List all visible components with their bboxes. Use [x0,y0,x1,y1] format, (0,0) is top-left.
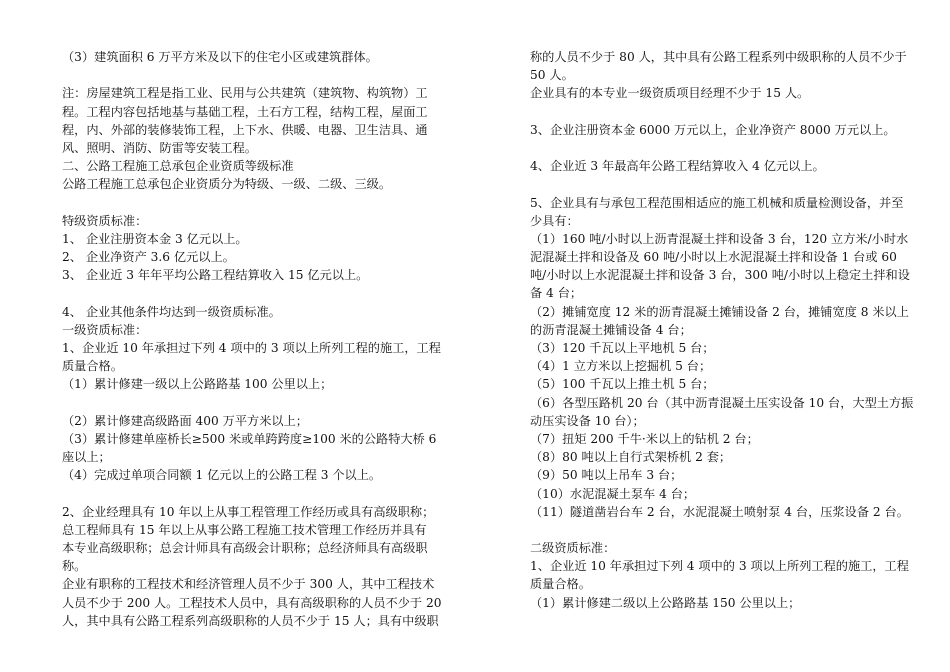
text-line: （6）各型压路机 20 台（其中沥青混凝土压实设备 10 台，大型土方振 [530,395,914,410]
text-line: 1、 企业注册资本金 3 亿元以上。 [62,231,248,246]
text-line: 5、企业具有与承包工程范围相适应的施工机械和质量检测设备，并至 [530,195,904,210]
blank-line [62,66,422,84]
blank-line [530,103,890,121]
blank-line [62,485,422,503]
text-line: （1）累计修建一级以上公路路基 100 公里以上； [62,377,333,392]
text-line: 1、企业近 10 年承担过下列 4 项中的 3 项以上所列工程的施工，工程 [62,341,441,355]
text-line: 公路工程施工总承包企业资质分为特级、一级、二级、三级。 [62,177,392,192]
text-line: 人员不少于 200 人。工程技术人员中，具有高级职称的人员不少于 20 [62,595,442,610]
text-line: 座以上； [62,450,111,465]
text-line: 的沥青混凝土摊铺设备 4 台； [530,322,692,337]
text-line: 称。 [62,559,87,574]
text-line: 总工程师具有 15 年以上从事公路工程施工技术管理工作经历并具有 [62,522,427,537]
text-line: 少具有： [530,213,579,228]
blank-line [530,175,890,193]
blank-line [530,139,890,157]
text-line: （4）完成过单项合同额 1 亿元以上的公路工程 3 个以上。 [62,468,382,483]
text-line: 3、企业注册资本金 6000 万元以上，企业净资产 8000 万元以上。 [530,122,896,137]
text-line: 质量合格。 [530,577,591,592]
text-line: 备 4 台； [530,286,583,301]
text-line: 4、企业近 3 年最高年公路工程结算收入 4 亿元以上。 [530,159,825,174]
text-line: 企业有职称的工程技术和经济管理人员不少于 300 人，其中工程技术 [62,577,435,592]
text-line: 质量合格。 [62,359,123,374]
text-line: 人，其中具有公路工程系列高级职称的人员不少于 15 人；具有中级职 [62,613,439,628]
text-line: （10）水泥混凝土泵车 4 台； [530,486,696,501]
text-line: （8）80 吨以上自行式架桥机 2 套； [530,450,732,465]
text-line: 程，内、外部的装修装饰工程，上下水、供暖、电器、卫生洁具、通 [62,122,428,137]
blank-line [530,521,890,539]
blank-line [62,394,422,412]
text-line: 泥混凝土拌和设备及 60 吨/小时以上水泥混凝土拌和设备 1 台或 60 [530,250,897,265]
text-line: （5）100 千瓦以上推土机 5 台； [530,377,715,392]
text-line: 企业具有的本专业一级资质项目经理不少于 15 人。 [530,86,810,101]
text-line: （3）累计修建单座桥长≥500 米或单跨跨度≥100 米的公路特大桥 6 [62,431,437,446]
text-line: （7）扭矩 200 千牛·米以上的钻机 2 台； [530,431,759,446]
text-line: （1）160 吨/小时以上沥青混凝土拌和设备 3 台，120 立方米/小时水 [530,231,909,246]
right-text-column [530,48,914,612]
text-line: 吨/小时以上水泥混凝土拌和设备 3 台，300 吨/小时以上稳定土拌和设 [530,268,910,283]
blank-line [62,194,422,212]
text-line: 3、 企业近 3 年年平均公路工程结算收入 15 亿元以上。 [62,268,369,283]
text-line: 注：房屋建筑工程是指工业、民用与公共建筑（建筑物、构筑物）工 [62,86,428,101]
text-line: （3）120 千瓦以上平地机 5 台； [530,341,715,355]
blank-line [62,284,422,302]
text-line: 一级资质标准： [62,322,148,337]
left-text-column [62,48,442,630]
text-line: （3）建筑面积 6 万平方米及以下的住宅小区或建筑群体。 [62,50,378,64]
text-line: 4、 企业其他条件均达到一级资质标准。 [62,304,281,319]
text-line: 本专业高级职称；总会计师具有高级会计职称；总经济师具有高级职 [62,541,428,556]
text-line: 特级资质标准： [62,213,148,228]
text-line: 称的人员不少于 80 人，其中具有公路工程系列中级职称的人员不少于 [530,50,907,64]
text-line: 动压实设备 10 台）； [530,413,645,428]
text-line: （11）隧道凿岩台车 2 台，水泥混凝土喷射泵 4 台，压浆设备 2 台。 [530,504,909,519]
text-line: 风、照明、消防、防雷等安装工程。 [62,140,257,155]
text-line: 50 人。 [530,68,574,83]
text-line: （9）50 吨以上吊车 3 台； [530,468,683,483]
text-line: 程。工程内容包括地基与基础工程，土石方工程，结构工程，屋面工 [62,104,428,119]
text-line: 二、公路工程施工总承包企业资质等级标准 [62,159,294,174]
text-line: 1、企业近 10 年承担过下列 4 项中的 3 项以上所列工程的施工，工程 [530,559,909,574]
text-line: （4）1 立方米以上挖掘机 5 台； [530,359,712,374]
text-line: （1）累计修建二级以上公路路基 150 公里以上； [530,595,801,610]
text-line: 2、 企业净资产 3.6 亿元以上。 [62,250,235,265]
text-line: 二级资质标准： [530,541,616,556]
text-line: （2）摊铺宽度 12 米的沥青混凝土摊铺设备 2 台，摊铺宽度 8 米以上 [530,304,909,319]
text-line: 2、企业经理具有 10 年以上从事工程管理工作经历或具有高级职称； [62,504,435,519]
text-line: （2）累计修建高级路面 400 万平方米以上； [62,413,308,428]
